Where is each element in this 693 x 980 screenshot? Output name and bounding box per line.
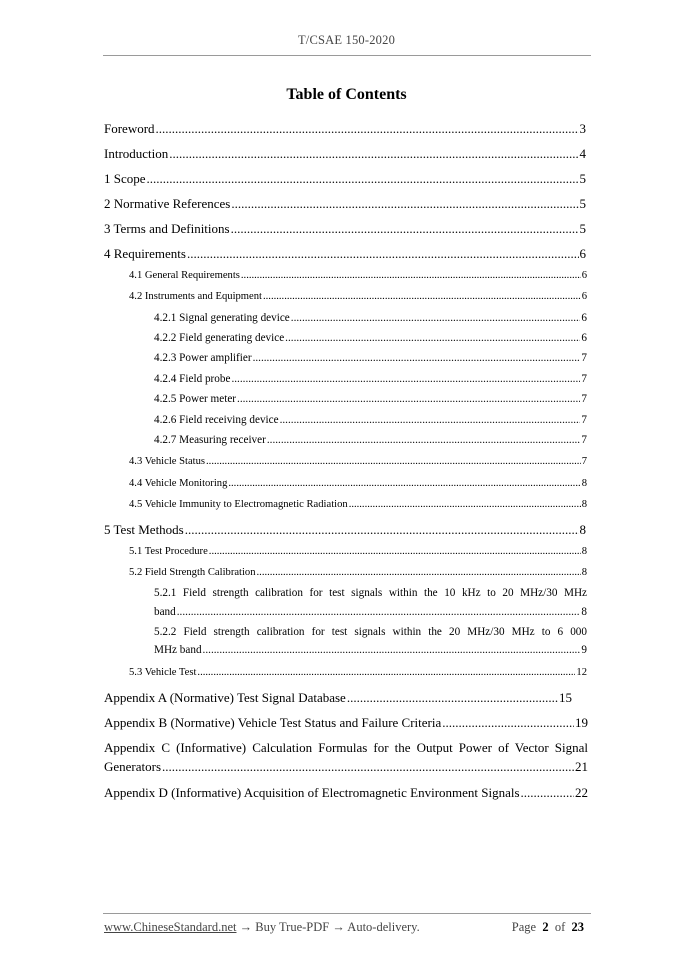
toc-entry-scope[interactable] <box>104 171 586 187</box>
dot-leader <box>169 146 578 162</box>
toc-entry-5-3[interactable] <box>129 667 587 678</box>
toc-entry-4-2-4[interactable] <box>154 373 587 385</box>
toc-entry-terms-definitions[interactable] <box>104 221 586 237</box>
toc-entry-label: 2 Normative References <box>104 196 231 211</box>
dot-leader <box>237 393 580 405</box>
toc-entry-4-2-2[interactable] <box>154 332 587 344</box>
dot-leader <box>349 499 581 510</box>
toc-entry-4-2[interactable] <box>129 291 587 302</box>
toc-page-number: 7 <box>581 393 587 405</box>
toc-entry-4-4[interactable] <box>129 478 587 489</box>
toc-entry-label: 3 Terms and Definitions <box>104 221 230 236</box>
toc-entry-normative-references[interactable] <box>104 196 586 212</box>
toc-entry-label: 4.2.5 Power meter <box>154 393 237 405</box>
toc-entry-4-2-1[interactable] <box>154 312 587 324</box>
page-word: Page <box>511 920 537 934</box>
toc-page-number: 7 <box>581 434 587 446</box>
toc-entry-label: 4.2.7 Measuring receiver <box>154 434 266 446</box>
toc-entry-label: 4.1 General Requirements <box>129 270 240 281</box>
toc-entry-appendix-b[interactable] <box>104 715 588 731</box>
toc-entry-4-2-5[interactable] <box>154 393 587 405</box>
toc-entry-appendix-c-line1[interactable]: Appendix C (Informative) Calculation Formulas for the Output Power of Vector Signal <box>104 740 588 755</box>
toc-page-number: 8 <box>581 606 587 618</box>
footer-divider <box>103 913 591 914</box>
toc-entry-4-5[interactable] <box>129 499 587 510</box>
toc-page-number: 22 <box>575 785 588 800</box>
toc-entry-4-1[interactable] <box>129 270 587 281</box>
toc-entry-4-2-6[interactable] <box>154 414 587 426</box>
toc-page-number: 6 <box>581 312 587 324</box>
toc-entry-label: 4.3 Vehicle Status <box>129 456 206 467</box>
toc-entry-5-2[interactable] <box>129 567 587 578</box>
toc-entry-5-2-2[interactable] <box>154 644 587 656</box>
dot-leader <box>203 644 581 656</box>
toc-title: Table of Contents <box>286 86 407 103</box>
toc-entry-5-1[interactable] <box>129 546 587 557</box>
toc-page-number: 8 <box>579 522 586 537</box>
toc-page-number: 19 <box>575 715 588 730</box>
dot-leader <box>263 291 581 302</box>
toc-entry-label: 5.2 Field Strength Calibration <box>129 567 256 578</box>
dot-leader <box>228 478 580 489</box>
total-page-number: 23 <box>571 920 584 934</box>
toc-entry-label: 5 Test Methods <box>104 522 184 537</box>
dot-leader <box>156 121 579 137</box>
toc-entry-label: Appendix D (Informative) Acquisition of Electromagnetic Environment Signals <box>104 785 520 800</box>
toc-entry-label: 4.2.3 Power amplifier <box>154 352 252 364</box>
toc-entry-label: 4.2.2 Field generating device <box>154 332 285 344</box>
toc-page-number: 4 <box>579 146 586 161</box>
toc-entry-label: Generators <box>104 759 162 774</box>
toc-entry-4-2-7[interactable] <box>154 434 587 446</box>
dot-leader <box>231 373 580 385</box>
toc-entry-label: 1 Scope <box>104 171 146 186</box>
site-link[interactable]: www.ChineseStandard.net <box>104 920 237 934</box>
dot-leader <box>241 270 581 281</box>
toc-entry-appendix-d[interactable] <box>104 785 588 801</box>
toc-entry-5-2-1-line1[interactable]: 5.2.1 Field strength calibration for test signals within the 10 kHz to 20 MHz/30 MHz <box>154 587 587 599</box>
dot-leader <box>521 785 574 801</box>
toc-entry-label: 4.2.1 Signal generating device <box>154 312 290 324</box>
toc-page-number: 7 <box>581 456 587 467</box>
dot-leader <box>231 196 578 212</box>
toc-page-number: 8 <box>581 546 587 557</box>
toc-page-number: 7 <box>581 352 587 364</box>
toc-page-number: 5 <box>579 171 586 186</box>
toc-page-number: 7 <box>581 414 587 426</box>
toc-entry-introduction[interactable] <box>104 146 586 162</box>
dot-leader <box>231 221 579 237</box>
dot-leader <box>291 312 581 324</box>
toc-page-number: 8 <box>581 567 587 578</box>
toc-entry-test-methods[interactable] <box>104 522 586 538</box>
toc-entry-label: Foreword <box>104 121 155 136</box>
header-divider <box>103 55 591 56</box>
of-word: of <box>554 920 566 934</box>
toc-entry-label: Appendix A (Normative) Test Signal Database <box>104 690 346 705</box>
toc-entry-label: 4.2 Instruments and Equipment <box>129 291 262 302</box>
toc-page-number: 8 <box>581 478 587 489</box>
toc-entry-label: 4 Requirements <box>104 246 186 261</box>
dot-leader <box>442 715 574 731</box>
toc-entry-label: 5.3 Vehicle Test <box>129 667 197 678</box>
toc-entry-appendix-a[interactable] <box>104 690 572 706</box>
toc-entry-foreword[interactable] <box>104 121 586 137</box>
toc-entry-label: 4.2.4 Field probe <box>154 373 231 385</box>
toc-entry-label: 4.5 Vehicle Immunity to Electromagnetic Radiation <box>129 499 348 510</box>
toc-entry-label: 4.4 Vehicle Monitoring <box>129 478 228 489</box>
dot-leader <box>285 332 580 344</box>
toc-entry-label: 5.1 Test Procedure <box>129 546 208 557</box>
toc-page-number: 5 <box>579 196 586 211</box>
toc-page-number: 6 <box>579 246 586 261</box>
toc-entry-5-2-2-line1[interactable]: 5.2.2 Field strength calibration for test signals within the 20 MHz/30 MHz to 6 000 <box>154 626 587 638</box>
promo-text: → Buy True-PDF → Auto-delivery. <box>236 920 420 934</box>
dot-leader <box>257 567 581 578</box>
toc-entry-appendix-c[interactable] <box>104 759 588 775</box>
dot-leader <box>206 456 581 467</box>
dot-leader <box>280 414 581 426</box>
toc-page-number: 12 <box>576 667 587 678</box>
dot-leader <box>185 522 579 538</box>
dot-leader <box>147 171 579 187</box>
toc-page-number: 6 <box>581 270 587 281</box>
dot-leader <box>177 606 581 618</box>
dot-leader <box>187 246 579 262</box>
toc-page-number: 9 <box>581 644 587 656</box>
toc-entry-requirements[interactable] <box>104 246 586 262</box>
toc-entry-label: Appendix B (Normative) Vehicle Test Status and Failure Criteria <box>104 715 442 730</box>
toc-entry-label: 4.2.6 Field receiving device <box>154 414 279 426</box>
toc-entry-4-3[interactable] <box>129 456 587 467</box>
toc-page-number: 3 <box>579 121 586 136</box>
dot-leader <box>253 352 581 364</box>
toc-entry-4-2-3[interactable] <box>154 352 587 364</box>
toc-page-number: 6 <box>581 291 587 302</box>
toc-entry-label: band <box>154 606 176 618</box>
dot-leader <box>347 690 558 706</box>
current-page-number: 2 <box>542 920 549 934</box>
dot-leader <box>267 434 581 446</box>
toc-entry-label: Introduction <box>104 146 169 161</box>
dot-leader <box>162 759 574 775</box>
toc-page-number: 21 <box>575 759 588 774</box>
toc-entry-label: MHz band <box>154 644 202 656</box>
toc-page-number: 15 <box>559 690 572 705</box>
toc-page-number: 7 <box>581 373 587 385</box>
toc-entry-5-2-1[interactable] <box>154 606 587 618</box>
toc-page-number: 5 <box>579 221 586 236</box>
toc-page-number: 8 <box>581 499 587 510</box>
page-indicator <box>512 920 584 935</box>
dot-leader <box>209 546 581 557</box>
toc-page-number: 6 <box>581 332 587 344</box>
standard-id-header: T/CSAE 150-2020 <box>297 33 396 47</box>
dot-leader <box>197 667 575 678</box>
footer-promo <box>104 920 420 935</box>
